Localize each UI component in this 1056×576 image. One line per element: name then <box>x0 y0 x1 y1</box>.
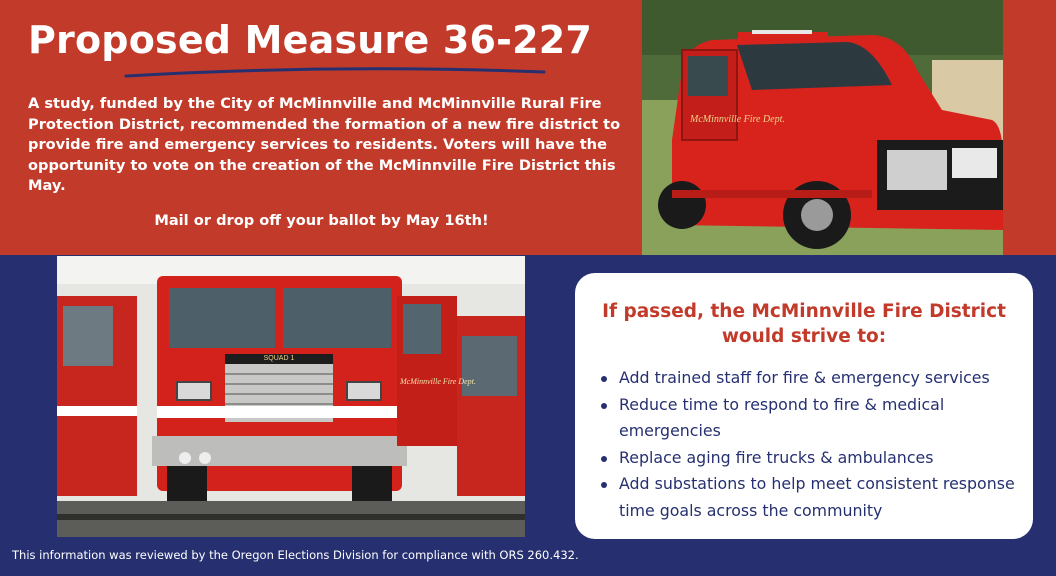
goal-item: Add trained staff for fire & emergency services <box>597 365 1027 392</box>
svg-text:McMinnville Fire Dept.: McMinnville Fire Dept. <box>400 377 476 386</box>
title-underline <box>124 62 546 82</box>
compliance-disclaimer: This information was reviewed by the Oregon Elections Division for compliance with ORS 260.432. <box>12 548 579 562</box>
goals-list <box>597 365 1027 524</box>
goals-heading: If passed, the McMinnville Fire District would strive to: <box>602 301 1006 347</box>
goal-item: Replace aging fire trucks & ambulances <box>597 445 1027 472</box>
goal-item: Add substations to help meet consistent response time goals across the community <box>597 471 1027 524</box>
intro-paragraph: A study, funded by the City of McMinnville and McMinnville Rural Fire Protection District, recommended the formation of a new fire district to provide fire and emergency services to residents. Voters will have the opportunity to vote on the creation of the McMinnville Fire District this May. <box>28 95 621 194</box>
engine-door-lettering <box>399 377 476 386</box>
goals-card <box>575 273 1033 539</box>
pickup-door-lettering <box>689 114 785 125</box>
fire-pickup-truck-photo <box>642 0 1003 255</box>
svg-text:SQUAD 1: SQUAD 1 <box>263 355 295 362</box>
goal-item: Reduce time to respond to fire & medical emergencies <box>597 392 1027 445</box>
fire-engine-photo <box>57 256 525 537</box>
svg-text:McMinnville Fire Dept.: McMinnville Fire Dept. <box>690 114 785 125</box>
page-title: Proposed Measure 36-227 <box>28 18 593 62</box>
ballot-reminder: Mail or drop off your ballot by May 16th! <box>154 212 489 229</box>
engine-squad-label <box>264 355 295 362</box>
